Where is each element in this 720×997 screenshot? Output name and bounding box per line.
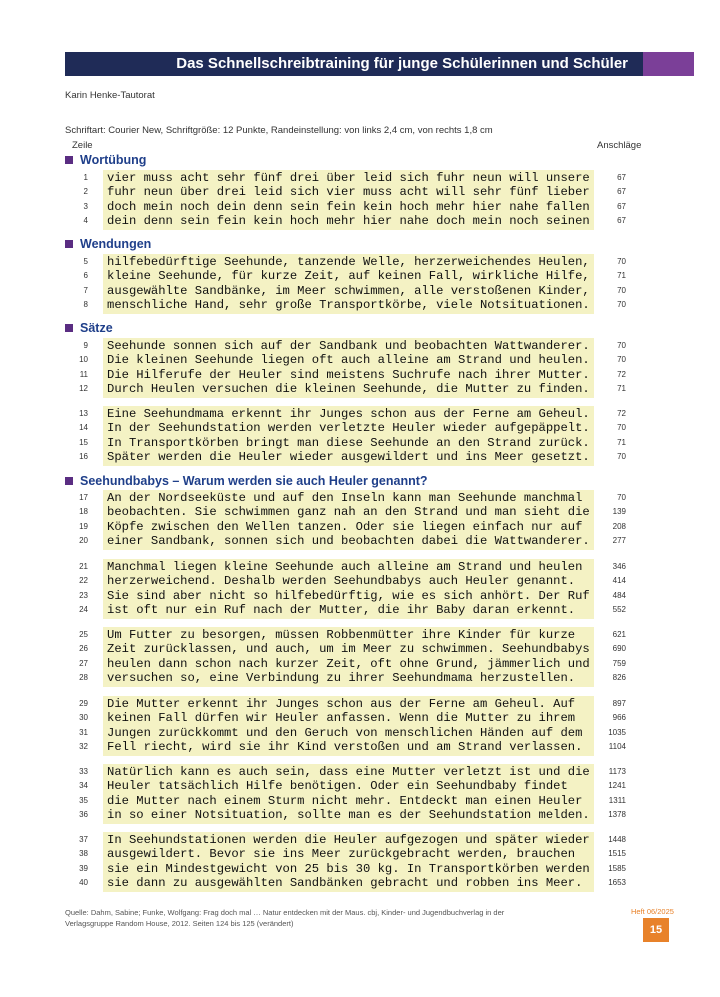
line-number: 4 xyxy=(83,216,88,226)
stroke-count: 690 xyxy=(612,644,626,654)
stroke-count: 70 xyxy=(617,285,626,295)
bullet-square-icon xyxy=(65,240,73,248)
stroke-count: 70 xyxy=(617,257,626,266)
section-heading xyxy=(65,153,146,167)
typing-line: kleine Seehunde, für kurze Zeit, auf keinen Fall, wirkliche Hilfe, xyxy=(107,269,590,284)
stroke-count: 208 xyxy=(612,521,626,531)
line-number: 15 xyxy=(79,437,88,447)
line-number: 21 xyxy=(79,562,88,571)
stroke-count: 71 xyxy=(617,271,626,281)
typing-line: Köpfe zwischen den Wellen tanzen. Oder sie liegen einfach nur auf xyxy=(107,519,583,534)
section-title: Seehundbabys – Warum werden sie auch Heuler genannt? xyxy=(80,474,428,488)
line-number: 40 xyxy=(79,878,88,888)
source-citation: Quelle: Dahm, Sabine; Funke, Wolfgang: Frag doch mal … Natur entdecken mit der Maus. cbj, Kinder- und Jugendbuchverlag in der Verlagsgruppe Random House, 2012. Seiten 124 bis 125 (verändert) xyxy=(65,908,505,928)
typing-line: doch mein noch dein denn sein fein kein hoch mehr hier nahe fallen xyxy=(107,199,590,214)
line-number: 33 xyxy=(79,767,88,776)
line-number: 7 xyxy=(83,285,88,295)
stroke-count: 1035 xyxy=(608,727,626,737)
bullet-square-icon xyxy=(65,156,73,164)
stroke-count: 759 xyxy=(612,658,626,668)
header-accent xyxy=(643,52,694,76)
line-number: 19 xyxy=(79,521,88,531)
stroke-count: 72 xyxy=(617,409,626,418)
typing-line: menschliche Hand, sehr große Transportkörbe, viele Notsituationen. xyxy=(107,298,590,313)
stroke-count: 897 xyxy=(612,699,626,708)
section-title: Sätze xyxy=(80,321,113,335)
stroke-count: 621 xyxy=(612,630,626,639)
line-number: 36 xyxy=(79,810,88,820)
stroke-count: 1448 xyxy=(608,835,626,844)
typing-line: keinen Fall dürfen wir Heuler anfassen. Wenn die Mutter zu ihrem xyxy=(107,711,576,726)
typing-line: sie ein Mindestgewicht von 25 bis 30 kg. In Transportkörben werden xyxy=(107,861,590,876)
section-heading xyxy=(65,237,151,251)
typing-line: in so einer Notsituation, sollte man es der Seehundstation melden. xyxy=(107,808,590,823)
typing-line: einer Sandbank, sonnen sich und beobachten dabei die Wattwanderer. xyxy=(107,534,590,549)
typing-line: ist oft nur ein Ruf nach der Mutter, die ihr Baby daran erkennt. xyxy=(107,603,576,618)
typing-line: heulen dann schon nach kurzer Zeit, oft ohne Grund, jämmerlich und xyxy=(107,656,590,671)
stroke-count: 1173 xyxy=(608,767,626,776)
typing-line: Später werden die Heuler wieder ausgewildert und ins Meer gesetzt. xyxy=(107,450,590,465)
stroke-count: 70 xyxy=(617,493,626,502)
typing-line: vier muss acht sehr fünf drei über leid sich fuhr neun will unsere xyxy=(107,171,590,185)
line-number: 27 xyxy=(79,658,88,668)
section-heading xyxy=(65,321,113,335)
stroke-count: 1311 xyxy=(608,795,626,805)
stroke-count: 70 xyxy=(617,300,626,310)
line-number: 38 xyxy=(79,849,88,859)
typing-line: Sie sind aber nicht so hilfebedürftig, wie es sich anhört. Der Ruf xyxy=(107,588,590,603)
stroke-count: 552 xyxy=(612,605,626,615)
typing-line: sie dann zu ausgewählten Sandbänken gebracht und robben ins Meer. xyxy=(107,876,583,891)
typing-line: In der Seehundstation werden verletzte Heuler wieder aufgepäppelt. xyxy=(107,421,590,436)
stroke-count: 277 xyxy=(612,536,626,546)
line-number: 32 xyxy=(79,742,88,752)
typing-line: Seehunde sonnen sich auf der Sandbank und beobachten Wattwanderer. xyxy=(107,339,590,353)
typing-line: Natürlich kann es auch sein, dass eine Mutter verletzt ist und die xyxy=(107,765,590,779)
bullet-square-icon xyxy=(65,477,73,485)
section-title: Wendungen xyxy=(80,237,152,251)
line-number: 6 xyxy=(83,271,88,281)
line-number: 5 xyxy=(83,257,88,266)
line-number: 8 xyxy=(83,300,88,310)
stroke-count: 70 xyxy=(617,355,626,365)
typing-line: Zeit zurücklassen, und auch, um im Meer zu schwimmen. Seehundbabys xyxy=(107,642,590,657)
stroke-count: 826 xyxy=(612,673,626,683)
line-number: 10 xyxy=(79,355,88,365)
typing-line: dein denn sein fein kein hoch mehr hier nahe doch mein noch seinen xyxy=(107,214,590,229)
stroke-count: 1241 xyxy=(608,781,626,791)
typing-line: In Seehundstationen werden die Heuler aufgezogen und später wieder xyxy=(107,833,590,847)
typing-line: Heuler tatsächlich Hilfe benötigen. Oder ein Seehundbaby findet xyxy=(107,779,568,794)
stroke-count: 966 xyxy=(612,713,626,723)
stroke-count: 346 xyxy=(612,562,626,571)
typing-line: Die Mutter erkennt ihr Junges schon aus der Ferne am Geheul. Auf xyxy=(107,697,576,711)
stroke-count: 1515 xyxy=(608,849,626,859)
stroke-count: 139 xyxy=(612,507,626,517)
stroke-count: 1585 xyxy=(608,863,626,873)
column-header-strokes: Anschläge xyxy=(597,140,642,151)
author: Karin Henke-Tautorat xyxy=(65,90,155,101)
stroke-count: 71 xyxy=(617,384,626,394)
stroke-count: 70 xyxy=(617,452,626,462)
section-title: Wortübung xyxy=(80,153,147,167)
line-number: 9 xyxy=(83,341,88,350)
stroke-count: 1104 xyxy=(608,742,626,752)
line-number: 31 xyxy=(79,727,88,737)
typing-line: Die Hilferufe der Heuler sind meistens Suchrufe nach ihrer Mutter. xyxy=(107,367,590,382)
typing-line: beobachten. Sie schwimmen ganz nah an den Strand und man sieht die xyxy=(107,505,590,520)
stroke-count: 70 xyxy=(617,423,626,433)
page-title: Das Schnellschreibtraining für junge Schülerinnen und Schüler xyxy=(176,55,628,72)
line-number: 2 xyxy=(83,187,88,197)
stroke-count: 67 xyxy=(617,173,626,182)
typing-line: In Transportkörben bringt man diese Seehunde an den Strand zurück. xyxy=(107,435,590,450)
line-number: 25 xyxy=(79,630,88,639)
typing-line: versuchen so, eine Verbindung zu ihrer Seehundmama herzustellen. xyxy=(107,671,576,686)
line-number: 35 xyxy=(79,795,88,805)
typing-line: Jungen zurückkommt und den Geruch von menschlichen Händen auf dem xyxy=(107,725,583,740)
typing-line: Eine Seehundmama erkennt ihr Junges schon aus der Ferne am Geheul. xyxy=(107,407,590,421)
stroke-count: 67 xyxy=(617,201,626,211)
stroke-count: 1378 xyxy=(608,810,626,820)
line-number: 11 xyxy=(79,369,88,379)
typing-line: fuhr neun über drei leid sich vier muss acht will sehr fünf lieber xyxy=(107,185,590,200)
line-number: 37 xyxy=(79,835,88,844)
stroke-count: 484 xyxy=(612,590,626,600)
stroke-count: 414 xyxy=(612,576,626,586)
typing-line: Fell riecht, wird sie ihr Kind verstoßen und am Strand verlassen. xyxy=(107,740,583,755)
bullet-square-icon xyxy=(65,324,73,332)
typing-line: herzerweichend. Deshalb werden Seehundbabys auch Heuler genannt. xyxy=(107,574,576,589)
line-number: 29 xyxy=(79,699,88,708)
line-number: 20 xyxy=(79,536,88,546)
column-header-line: Zeile xyxy=(72,140,93,151)
line-number: 24 xyxy=(79,605,88,615)
typing-line: die Mutter nach einem Sturm nicht mehr. Entdeckt man einen Heuler xyxy=(107,793,583,808)
line-number: 3 xyxy=(83,201,88,211)
typing-line: Durch Heulen versuchen die kleinen Seehunde, die Mutter zu finden. xyxy=(107,382,590,397)
line-number: 16 xyxy=(79,452,88,462)
line-number: 18 xyxy=(79,507,88,517)
line-number: 34 xyxy=(79,781,88,791)
issue-label: Heft 06/2025 xyxy=(631,907,674,916)
line-number: 1 xyxy=(83,173,88,182)
line-number: 28 xyxy=(79,673,88,683)
typing-line: Die kleinen Seehunde liegen oft auch alleine am Strand und heulen. xyxy=(107,353,590,368)
line-number: 39 xyxy=(79,863,88,873)
line-number: 30 xyxy=(79,713,88,723)
stroke-count: 72 xyxy=(617,369,626,379)
line-number: 13 xyxy=(79,409,88,418)
typing-line: ausgewildert. Bevor sie ins Meer zurückgebracht werden, brauchen xyxy=(107,847,576,862)
line-number: 17 xyxy=(79,493,88,502)
stroke-count: 71 xyxy=(617,437,626,447)
section-heading xyxy=(65,474,428,488)
line-number: 12 xyxy=(79,384,88,394)
line-number: 23 xyxy=(79,590,88,600)
typing-line: An der Nordseeküste und auf den Inseln kann man Seehunde manchmal xyxy=(107,491,583,505)
line-number: 14 xyxy=(79,423,88,433)
typing-line: hilfebedürftige Seehunde, tanzende Welle, herzerweichendes Heulen, xyxy=(107,255,590,269)
page-number: 15 xyxy=(643,918,669,942)
typing-line: ausgewählte Sandbänke, im Meer schwimmen, alle verstoßenen Kinder, xyxy=(107,283,590,298)
typing-line: Um Futter zu besorgen, müssen Robbenmütter ihre Kinder für kurze xyxy=(107,628,576,642)
line-number: 26 xyxy=(79,644,88,654)
line-number: 22 xyxy=(79,576,88,586)
typing-line: Manchmal liegen kleine Seehunde auch alleine am Strand und heulen xyxy=(107,560,583,574)
stroke-count: 1653 xyxy=(608,878,626,888)
stroke-count: 70 xyxy=(617,341,626,350)
stroke-count: 67 xyxy=(617,187,626,197)
stroke-count: 67 xyxy=(617,216,626,226)
font-info: Schriftart: Courier New, Schriftgröße: 12 Punkte, Randeinstellung: von links 2,4 cm, von rechts 1,8 cm xyxy=(65,125,493,136)
